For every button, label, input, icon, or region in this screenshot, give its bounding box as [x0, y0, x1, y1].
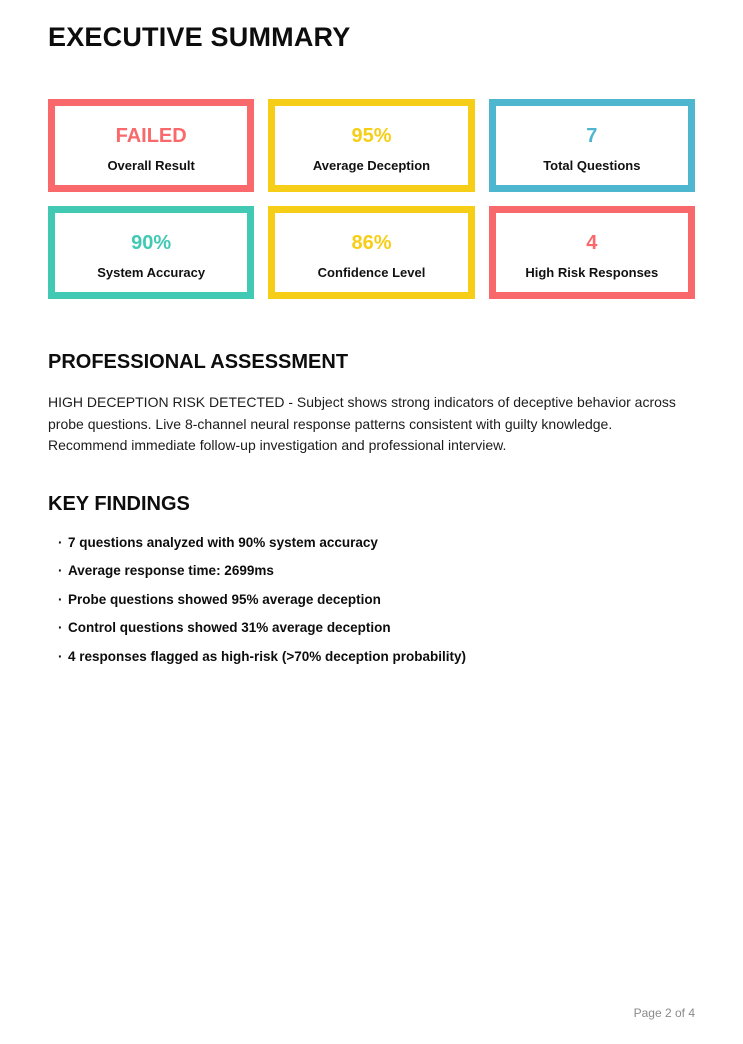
stat-card-overall-result	[48, 99, 254, 192]
page-title: EXECUTIVE SUMMARY	[48, 22, 351, 52]
stat-label: High Risk Responses	[525, 264, 659, 280]
stat-value: 90%	[131, 231, 172, 254]
stat-cards-grid	[48, 99, 695, 299]
stat-label: Overall Result	[107, 157, 195, 173]
key-findings-list	[48, 536, 695, 663]
finding-item: · Probe questions showed 95% average deception	[68, 593, 695, 606]
finding-item: · 4 responses flagged as high-risk (>70% deception probability)	[68, 650, 695, 663]
stat-label: Average Deception	[312, 157, 431, 173]
stat-value: FAILED	[115, 124, 187, 147]
key-findings-heading: KEY FINDINGS	[48, 492, 190, 515]
stat-card-total-questions	[489, 99, 695, 192]
stat-value: 95%	[351, 124, 392, 147]
stat-card-high-risk-responses	[489, 206, 695, 299]
finding-item: · 7 questions analyzed with 90% system accuracy	[68, 536, 695, 549]
stat-label: System Accuracy	[97, 264, 206, 280]
professional-assessment-heading: PROFESSIONAL ASSESSMENT	[48, 351, 349, 373]
stat-label: Total Questions	[543, 157, 641, 173]
professional-assessment-section	[48, 351, 695, 457]
stat-card-system-accuracy	[48, 206, 254, 299]
stat-card-confidence-level	[268, 206, 474, 299]
finding-item: · Control questions showed 31% average deception	[68, 621, 695, 634]
stat-label: Confidence Level	[317, 264, 426, 280]
stat-card-average-deception	[268, 99, 474, 192]
key-findings-section	[48, 493, 695, 663]
finding-item: · Average response time: 2699ms	[68, 564, 695, 577]
stat-value: 4	[586, 231, 598, 254]
stat-value: 86%	[351, 231, 392, 254]
page-number: Page 2 of 4	[633, 1006, 695, 1020]
professional-assessment-body: HIGH DECEPTION RISK DETECTED - Subject shows strong indicators of deceptive behavior across probe questions. Live 8-channel neural response patterns consistent with guilty knowledge. Recommend immediate follow-up investigation and professional interview.	[48, 394, 676, 453]
stat-value: 7	[586, 124, 598, 147]
